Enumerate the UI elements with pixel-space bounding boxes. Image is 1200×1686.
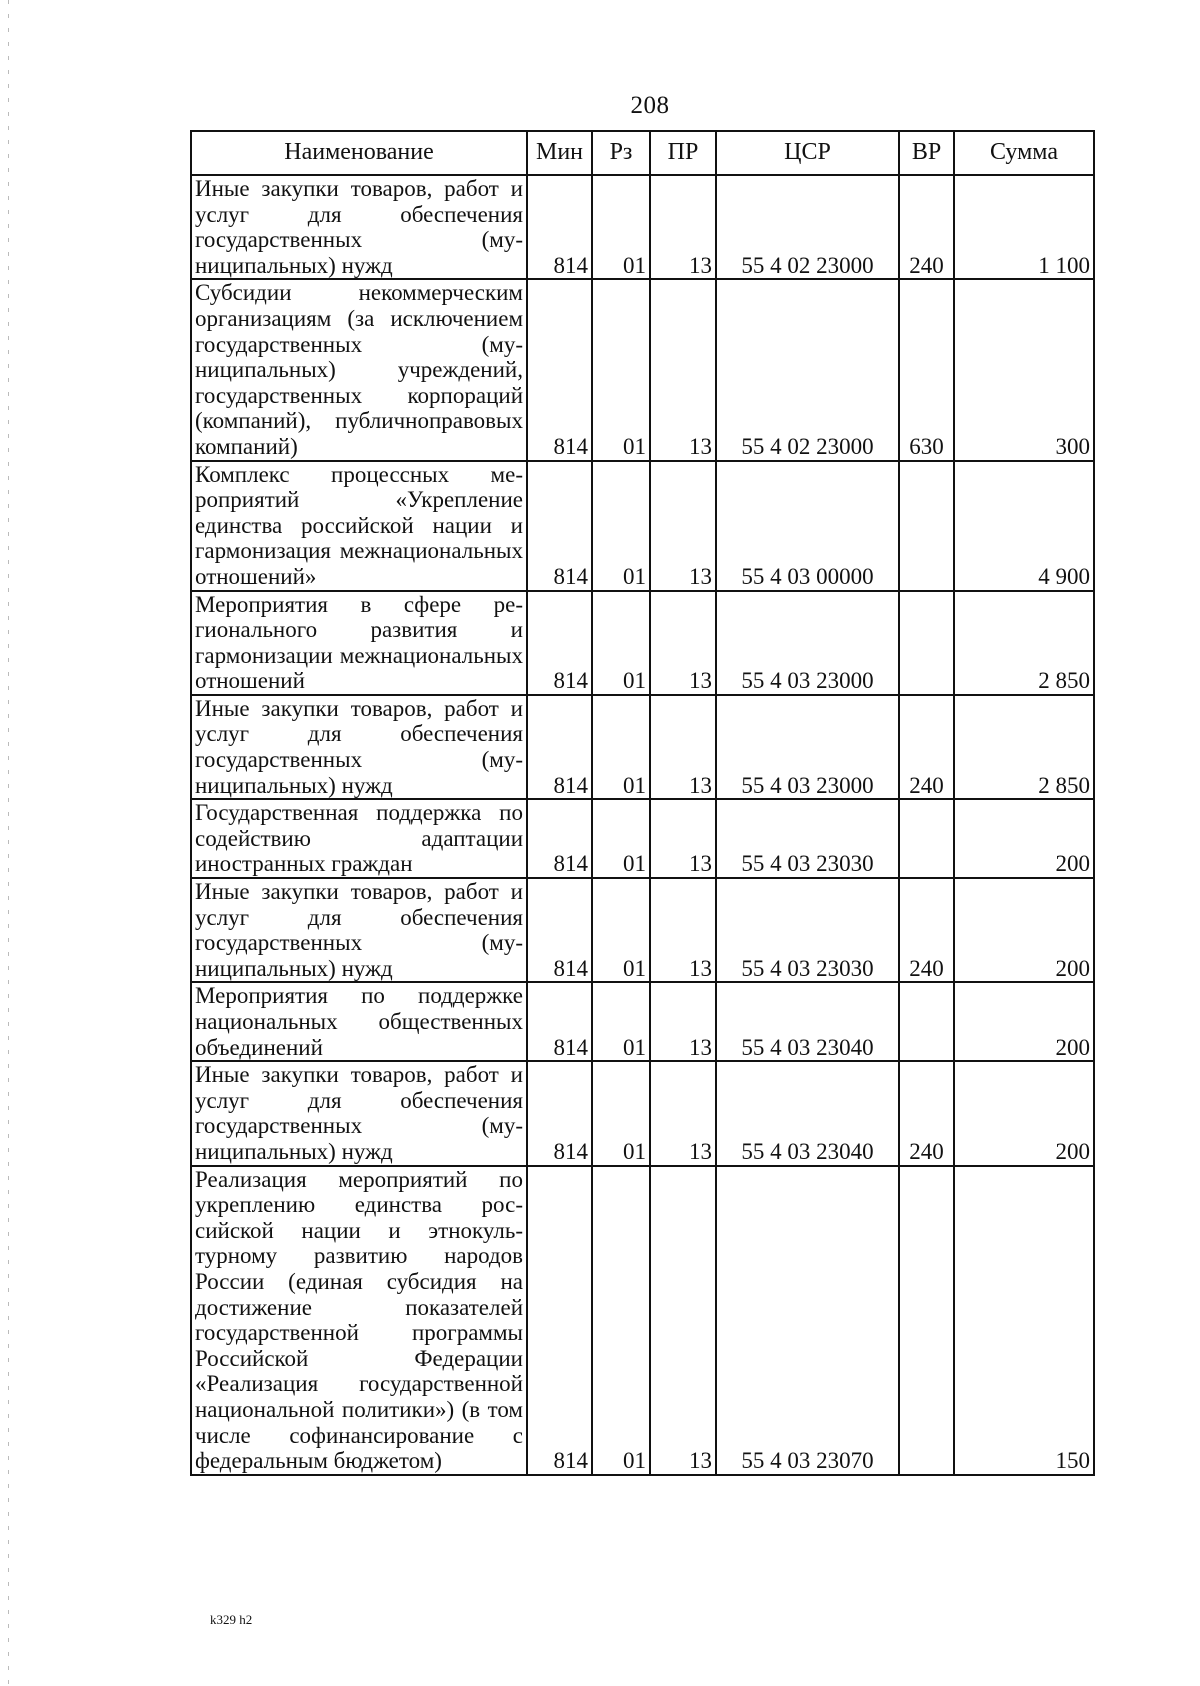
row-min: 814 bbox=[527, 1061, 592, 1165]
table-row bbox=[191, 1061, 1094, 1165]
row-sum: 200 bbox=[954, 1061, 1094, 1165]
row-min: 814 bbox=[527, 279, 592, 460]
row-csr: 55 4 03 23000 bbox=[716, 591, 899, 695]
table-header bbox=[191, 131, 1094, 175]
row-vr: 240 bbox=[899, 878, 954, 982]
row-rz: 01 bbox=[592, 878, 650, 982]
row-name: Иные закупки товаров, работ и услуг для обеспечения государственных (муниципальных) нужд bbox=[191, 878, 527, 982]
header-sum: Сумма bbox=[954, 131, 1094, 175]
footer-document-code: k329 h2 bbox=[210, 1612, 253, 1627]
row-sum: 200 bbox=[954, 878, 1094, 982]
row-sum: 2 850 bbox=[954, 591, 1094, 695]
row-pr: 13 bbox=[650, 695, 716, 799]
row-pr: 13 bbox=[650, 799, 716, 878]
row-sum: 1 100 bbox=[954, 175, 1094, 279]
table-row bbox=[191, 279, 1094, 460]
header-csr: ЦСР bbox=[716, 131, 899, 175]
row-min: 814 bbox=[527, 695, 592, 799]
row-sum: 150 bbox=[954, 1166, 1094, 1475]
row-csr: 55 4 03 23040 bbox=[716, 982, 899, 1061]
table-body bbox=[191, 175, 1094, 1475]
row-sum: 2 850 bbox=[954, 695, 1094, 799]
row-vr: 630 bbox=[899, 279, 954, 460]
row-pr: 13 bbox=[650, 982, 716, 1061]
table-row bbox=[191, 1166, 1094, 1475]
row-csr: 55 4 03 00000 bbox=[716, 461, 899, 591]
row-rz: 01 bbox=[592, 695, 650, 799]
row-sum: 200 bbox=[954, 982, 1094, 1061]
row-pr: 13 bbox=[650, 878, 716, 982]
table-row bbox=[191, 982, 1094, 1061]
row-min: 814 bbox=[527, 878, 592, 982]
row-min: 814 bbox=[527, 799, 592, 878]
table-row bbox=[191, 461, 1094, 591]
row-min: 814 bbox=[527, 1166, 592, 1475]
row-name: Мероприятия по поддержке национальных общественных объединений bbox=[191, 982, 527, 1061]
table-row bbox=[191, 591, 1094, 695]
row-min: 814 bbox=[527, 175, 592, 279]
row-csr: 55 4 02 23000 bbox=[716, 175, 899, 279]
row-pr: 13 bbox=[650, 591, 716, 695]
row-sum: 200 bbox=[954, 799, 1094, 878]
row-csr: 55 4 03 23000 bbox=[716, 695, 899, 799]
row-pr: 13 bbox=[650, 461, 716, 591]
table-row bbox=[191, 175, 1094, 279]
row-rz: 01 bbox=[592, 1166, 650, 1475]
row-vr bbox=[899, 799, 954, 878]
row-csr: 55 4 03 23040 bbox=[716, 1061, 899, 1165]
row-vr: 240 bbox=[899, 175, 954, 279]
row-name: Мероприятия в сфере регионального развития и гармонизации межнациональных отношений bbox=[191, 591, 527, 695]
row-vr: 240 bbox=[899, 1061, 954, 1165]
header-name: Наименование bbox=[191, 131, 527, 175]
row-name: Реализация мероприятий по укреплению единства российской нации и этнокультурному развитию народов России (единая субсидия на достижение показателей государственной программы Российской Федерации «Реализация государственной национальной политики») (в том числе софинансирование с федеральным бюджетом) bbox=[191, 1166, 527, 1475]
header-pr: ПР bbox=[650, 131, 716, 175]
row-sum: 300 bbox=[954, 279, 1094, 460]
row-vr bbox=[899, 461, 954, 591]
row-name: Субсидии некоммерческим организациям (за исключением государственных (муниципальных) учреждений, государственных корпораций (компаний), публичноправовых компаний) bbox=[191, 279, 527, 460]
row-vr bbox=[899, 982, 954, 1061]
row-rz: 01 bbox=[592, 591, 650, 695]
row-min: 814 bbox=[527, 591, 592, 695]
row-vr bbox=[899, 591, 954, 695]
row-rz: 01 bbox=[592, 461, 650, 591]
header-rz: Рз bbox=[592, 131, 650, 175]
table-row bbox=[191, 878, 1094, 982]
row-vr bbox=[899, 1166, 954, 1475]
scan-edge-mark bbox=[8, 0, 9, 1686]
page-number: 208 bbox=[630, 92, 670, 119]
row-rz: 01 bbox=[592, 1061, 650, 1165]
row-name: Иные закупки товаров, работ и услуг для обеспечения государственных (муниципальных) нужд bbox=[191, 175, 527, 279]
budget-table bbox=[190, 130, 1095, 1476]
row-csr: 55 4 03 23030 bbox=[716, 799, 899, 878]
row-rz: 01 bbox=[592, 175, 650, 279]
row-pr: 13 bbox=[650, 1061, 716, 1165]
header-row bbox=[191, 131, 1094, 175]
row-rz: 01 bbox=[592, 279, 650, 460]
row-csr: 55 4 02 23000 bbox=[716, 279, 899, 460]
row-min: 814 bbox=[527, 461, 592, 591]
header-vr: ВР bbox=[899, 131, 954, 175]
row-pr: 13 bbox=[650, 175, 716, 279]
row-name: Комплекс процессных мероприятий «Укрепление единства российской нации и гармонизация межнациональных отношений» bbox=[191, 461, 527, 591]
table-row bbox=[191, 799, 1094, 878]
row-csr: 55 4 03 23030 bbox=[716, 878, 899, 982]
row-rz: 01 bbox=[592, 799, 650, 878]
row-pr: 13 bbox=[650, 279, 716, 460]
row-name: Иные закупки товаров, работ и услуг для обеспечения государственных (муниципальных) нужд bbox=[191, 695, 527, 799]
row-name: Государственная поддержка по содействию адаптации иностранных граждан bbox=[191, 799, 527, 878]
table-row bbox=[191, 695, 1094, 799]
row-vr: 240 bbox=[899, 695, 954, 799]
row-min: 814 bbox=[527, 982, 592, 1061]
row-csr: 55 4 03 23070 bbox=[716, 1166, 899, 1475]
header-min: Мин bbox=[527, 131, 592, 175]
row-sum: 4 900 bbox=[954, 461, 1094, 591]
row-pr: 13 bbox=[650, 1166, 716, 1475]
row-rz: 01 bbox=[592, 982, 650, 1061]
row-name: Иные закупки товаров, работ и услуг для обеспечения государственных (муниципальных) нужд bbox=[191, 1061, 527, 1165]
